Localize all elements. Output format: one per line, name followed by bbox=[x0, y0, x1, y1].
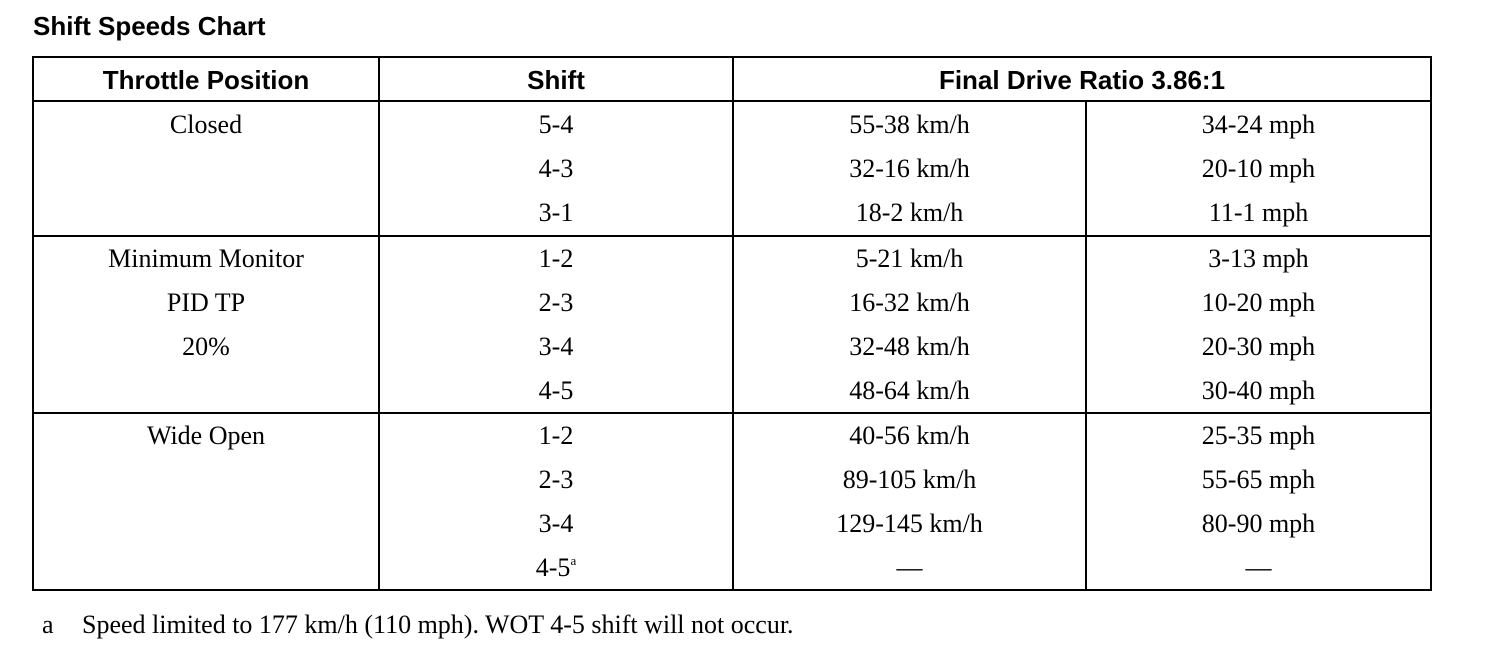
speed-kmh-cell: — bbox=[896, 553, 923, 582]
shift-cell: 1-2 bbox=[538, 244, 574, 273]
speed-mph-cell: 34-24 mph bbox=[1201, 110, 1316, 139]
shift-cell: 4-5 bbox=[538, 376, 574, 405]
throttle-position-label: 20% bbox=[182, 332, 230, 361]
speed-mph-cell: 11-1 mph bbox=[1208, 198, 1309, 227]
footnote bbox=[42, 608, 794, 642]
speed-mph-cell: 3-13 mph bbox=[1208, 244, 1309, 273]
throttle-position-label: Closed bbox=[169, 110, 243, 139]
speed-mph-cell: — bbox=[1245, 553, 1272, 582]
speed-mph-cell: 20-10 mph bbox=[1201, 154, 1316, 183]
shift-cell-with-footnote bbox=[380, 546, 732, 590]
footnote-reference: a bbox=[570, 553, 577, 568]
speed-mph-cell: 55-65 mph bbox=[1201, 465, 1316, 494]
speed-kmh-cell: 129-145 km/h bbox=[836, 509, 983, 538]
shift-cell: 3-1 bbox=[538, 198, 574, 227]
speed-mph-cell: 10-20 mph bbox=[1201, 288, 1316, 317]
shift-cell: 2-3 bbox=[538, 465, 574, 494]
shift-value: 4-5 bbox=[535, 553, 571, 582]
speed-kmh-cell: 89-105 km/h bbox=[842, 465, 977, 494]
header-shift: Shift bbox=[527, 65, 585, 95]
speed-mph-cell: 25-35 mph bbox=[1201, 421, 1316, 450]
speed-kmh-cell: 40-56 km/h bbox=[849, 421, 970, 450]
footnote-marker: a bbox=[42, 610, 54, 639]
speed-mph-cell: 30-40 mph bbox=[1201, 376, 1316, 405]
shift-cell: 2-3 bbox=[538, 288, 574, 317]
speed-mph-cell: 80-90 mph bbox=[1201, 509, 1316, 538]
throttle-position-label: Minimum Monitor bbox=[108, 244, 304, 273]
speed-kmh-cell: 48-64 km/h bbox=[849, 376, 970, 405]
speed-kmh-cell: 55-38 km/h bbox=[849, 110, 970, 139]
header-final-drive-ratio: Final Drive Ratio 3.86:1 bbox=[938, 65, 1226, 95]
speed-kmh-cell: 18-2 km/h bbox=[855, 198, 964, 227]
speed-mph-cell: 20-30 mph bbox=[1201, 332, 1316, 361]
chart-title: Shift Speeds Chart bbox=[33, 11, 266, 41]
shift-cell: 1-2 bbox=[538, 421, 574, 450]
throttle-position-label: PID TP bbox=[166, 288, 246, 317]
shift-cell: 5-4 bbox=[538, 110, 574, 139]
shift-cell: 4-3 bbox=[538, 154, 574, 183]
speed-kmh-cell: 32-16 km/h bbox=[849, 154, 970, 183]
shift-speeds-table bbox=[32, 56, 1432, 591]
footnote-text: Speed limited to 177 km/h (110 mph). WOT 4-5 shift will not occur. bbox=[82, 610, 794, 639]
shift-cell: 3-4 bbox=[538, 509, 574, 538]
speed-kmh-cell: 5-21 km/h bbox=[855, 244, 964, 273]
speed-kmh-cell: 32-48 km/h bbox=[849, 332, 970, 361]
header-throttle-position: Throttle Position bbox=[102, 65, 310, 95]
shift-cell: 3-4 bbox=[538, 332, 574, 361]
throttle-position-label: Wide Open bbox=[146, 421, 266, 450]
speed-kmh-cell: 16-32 km/h bbox=[849, 288, 970, 317]
